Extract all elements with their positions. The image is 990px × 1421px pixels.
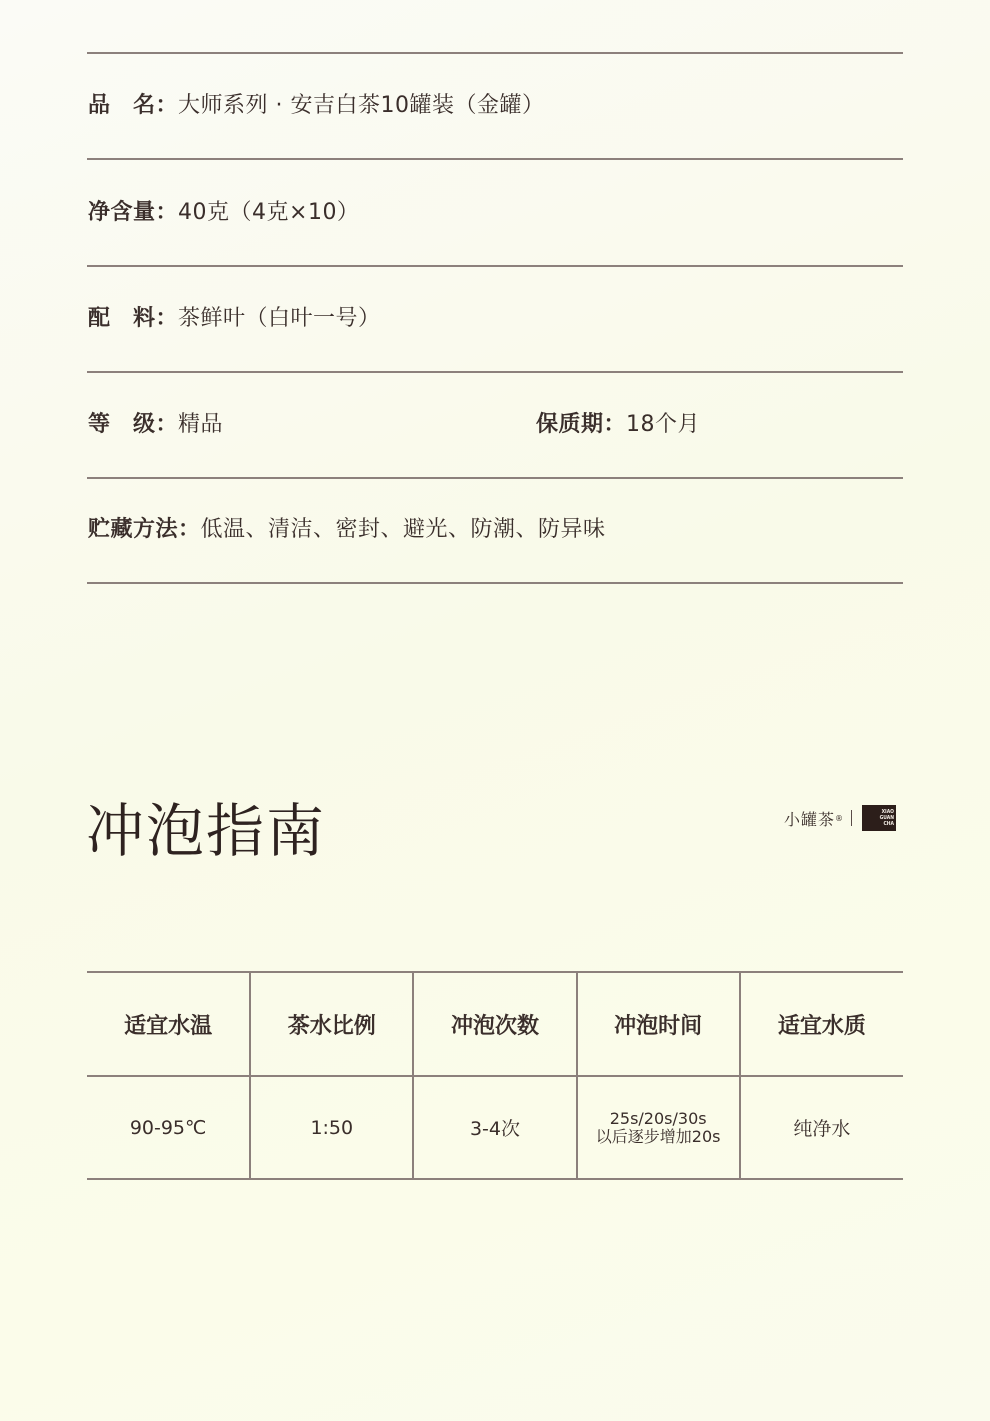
header-brew-count: 冲泡次数 [413, 972, 576, 1076]
logo-line-3: CHA [883, 821, 895, 827]
table-header-row [87, 972, 903, 1076]
brew-time-line-1: 25s/20s/30s [609, 1108, 707, 1128]
divider-top [87, 52, 903, 54]
brand-logo [862, 805, 896, 831]
logo-line-1: XIAO [881, 809, 895, 815]
brewing-guide-table [87, 971, 903, 1180]
divider-3 [87, 371, 903, 373]
storage-row [88, 515, 606, 545]
value-water-temp: 90-95℃ [87, 1076, 250, 1179]
storage-value: 低温、清洁、密封、避光、防潮、防异味 [200, 517, 606, 542]
ingredients-row [88, 304, 381, 334]
header-tea-water-ratio: 茶水比例 [250, 972, 413, 1076]
product-name-label: 品 名： [88, 93, 179, 118]
header-brew-time: 冲泡时间 [577, 972, 740, 1076]
divider-4 [87, 477, 903, 479]
divider-1 [87, 158, 903, 160]
ingredients-label: 配 料： [88, 306, 179, 331]
net-content-label: 净含量： [88, 200, 179, 225]
header-water-quality: 适宜水质 [740, 972, 903, 1076]
logo-line-2: GUAN [879, 815, 895, 821]
brand-separator [851, 810, 852, 826]
product-name-value: 大师系列 · 安吉白茶10罐装（金罐） [178, 93, 545, 118]
brand-mark [784, 805, 896, 831]
header-water-temp: 适宜水温 [87, 972, 250, 1076]
net-content-row [88, 198, 359, 228]
value-water-quality: 纯净水 [740, 1076, 903, 1179]
ingredients-value: 茶鲜叶（白叶一号） [178, 306, 381, 331]
divider-2 [87, 265, 903, 267]
grade-row [88, 410, 223, 440]
shelf-life-label: 保质期： [536, 412, 627, 437]
product-name-row [88, 91, 545, 121]
value-brew-count: 3-4次 [413, 1076, 576, 1179]
brewing-guide-title: 冲泡指南 [86, 797, 327, 865]
value-brew-time [577, 1076, 740, 1179]
net-content-value: 40克（4克×10） [178, 200, 360, 225]
shelf-life-row [536, 410, 700, 440]
brew-time-line-2: 以后逐步增加20s [595, 1126, 721, 1146]
grade-value: 精品 [178, 412, 224, 437]
shelf-life-value: 18个月 [626, 412, 701, 437]
brand-registered-mark: ® [835, 813, 844, 823]
storage-label: 贮藏方法： [88, 517, 201, 542]
divider-5 [87, 582, 903, 584]
grade-label: 等 级： [88, 412, 179, 437]
table-row [87, 1076, 903, 1179]
brand-name: 小罐茶 [784, 809, 836, 829]
value-tea-water-ratio: 1:50 [250, 1076, 413, 1179]
